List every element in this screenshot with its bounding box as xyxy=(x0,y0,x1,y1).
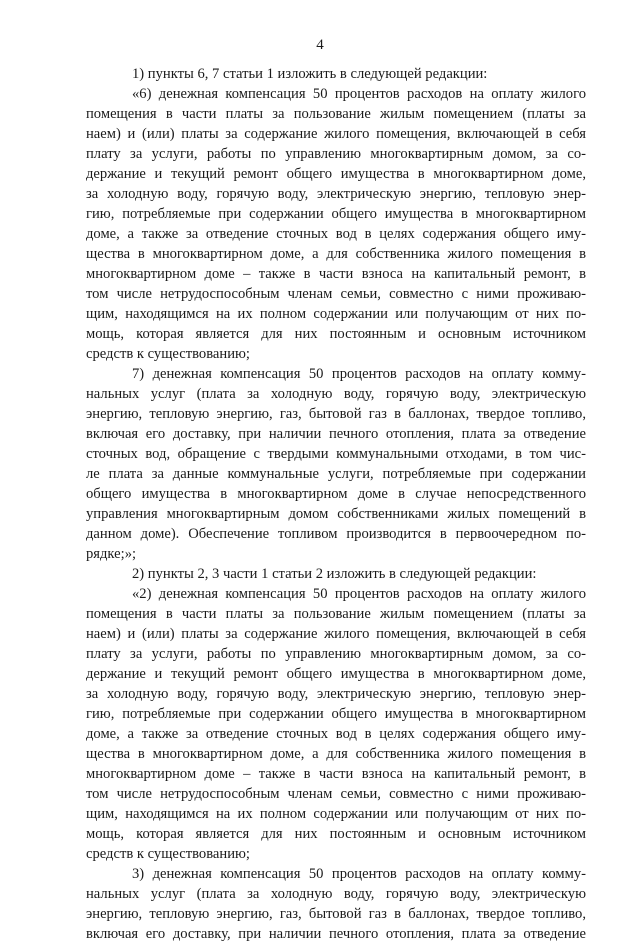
text-line: управления многоквартирным домом собственниками жилых помещений в xyxy=(86,506,586,522)
text-line: помещения в части платы за пользование жилым помещением (платы за xyxy=(86,606,586,622)
text-line: энергию, тепловую энергию, газ, бытовой газ в баллонах, твердое топливо, xyxy=(86,406,586,422)
text-line: включая его доставку, при наличии печного отопления, плата за отведение xyxy=(86,426,586,442)
text-line: щим, находящимся на их полном содержании или получающим от них по- xyxy=(86,306,586,322)
text-line: 2) пункты 2, 3 части 1 статьи 2 изложить в следующей редакции: xyxy=(132,566,537,582)
text-line: доме, а также за отведение сточных вод в целях содержания общего иму- xyxy=(86,226,586,242)
text-line: включая его доставку, при наличии печного отопления, плата за отведение xyxy=(86,926,586,942)
text-line: энергию, тепловую энергию, газ, бытовой газ в баллонах, твердое топливо, xyxy=(86,906,586,922)
text-line: «2) денежная компенсация 50 процентов расходов на оплату жилого xyxy=(132,586,586,602)
text-line: за холодную воду, горячую воду, электрическую энергию, тепловую энер- xyxy=(86,686,586,702)
text-line: держание и текущий ремонт общего имущества в многоквартирном доме, xyxy=(86,166,586,182)
text-line: нальных услуг (плата за холодную воду, горячую воду, электрическую xyxy=(86,886,586,902)
text-line: 7) денежная компенсация 50 процентов расходов на оплату комму- xyxy=(132,366,586,382)
text-line: том числе нетрудоспособным членам семьи, совместно с ними проживаю- xyxy=(86,786,586,802)
text-line: наем) и (или) платы за содержание жилого помещения, включающей в себя xyxy=(86,626,586,642)
text-line: мощь, которая является для них постоянным и основным источником xyxy=(86,326,586,342)
text-line: нальных услуг (плата за холодную воду, горячую воду, электрическую xyxy=(86,386,586,402)
text-line: 1) пункты 6, 7 статьи 1 изложить в следующей редакции: xyxy=(132,66,488,82)
text-line: ле плата за данные коммунальные услуги, потребляемые при содержании xyxy=(86,466,586,482)
text-line: гию, потребляемые при содержании общего имущества в многоквартирном xyxy=(86,206,586,222)
text-line: щим, находящимся на их полном содержании или получающим от них по- xyxy=(86,806,586,822)
text-line: сточных вод, обращение с твердыми коммунальными отходами, в том чис- xyxy=(86,446,586,462)
text-line: доме, а также за отведение сточных вод в целях содержания общего иму- xyxy=(86,726,586,742)
text-line: данном доме). Обеспечение топливом производится в первоочередном по- xyxy=(86,526,586,542)
text-line: помещения в части платы за пользование жилым помещением (платы за xyxy=(86,106,586,122)
text-line: держание и текущий ремонт общего имущества в многоквартирном доме, xyxy=(86,666,586,682)
text-line: 3) денежная компенсация 50 процентов расходов на оплату комму- xyxy=(132,866,586,882)
text-line: наем) и (или) платы за содержание жилого помещения, включающей в себя xyxy=(86,126,586,142)
text-line: «6) денежная компенсация 50 процентов расходов на оплату жилого xyxy=(132,86,586,102)
text-line: плату за услуги, работы по управлению многоквартирным домом, за со- xyxy=(86,146,586,162)
text-line: общего имущества в многоквартирном доме в случае непосредственного xyxy=(86,486,586,502)
text-line: многоквартирном доме – также в части взноса на капитальный ремонт, в xyxy=(86,266,586,282)
text-line: щества в многоквартирном доме, а для собственника жилого помещения в xyxy=(86,746,586,762)
text-line: мощь, которая является для них постоянным и основным источником xyxy=(86,826,586,842)
text-line: плату за услуги, работы по управлению многоквартирным домом, за со- xyxy=(86,646,586,662)
text-line: средств к существованию; xyxy=(86,846,250,862)
text-line: гию, потребляемые при содержании общего имущества в многоквартирном xyxy=(86,706,586,722)
text-line: многоквартирном доме – также в части взноса на капитальный ремонт, в xyxy=(86,766,586,782)
text-line: щества в многоквартирном доме, а для собственника жилого помещения в xyxy=(86,246,586,262)
page-number: 4 xyxy=(316,37,324,53)
text-line: том числе нетрудоспособным членам семьи, совместно с ними проживаю- xyxy=(86,286,586,302)
text-line: рядке;»; xyxy=(86,546,137,562)
document-body xyxy=(86,64,586,944)
text-line: средств к существованию; xyxy=(86,346,250,362)
text-line: за холодную воду, горячую воду, электрическую энергию, тепловую энер- xyxy=(86,186,586,202)
